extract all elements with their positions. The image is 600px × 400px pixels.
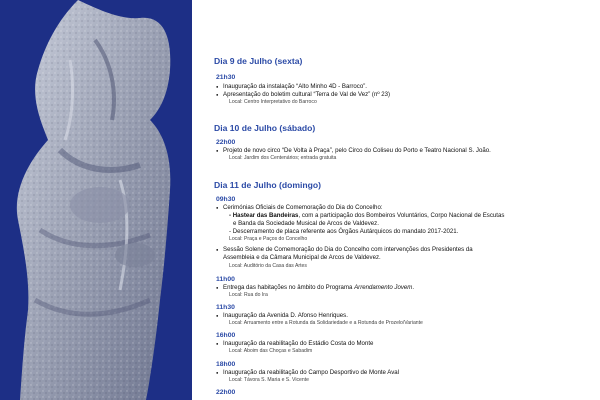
event-item: ● Sessão Solene de Comemoração do Dia do Concelho com intervenções dos Presidentes da [216,246,473,253]
event-subitem-cont: e Banda da Sociedade Musical de Arcos de Valdevez. [233,220,379,227]
event-location: Local: Aboim das Choças e Sabadim [229,348,313,354]
event-location: Local: Praça e Paços do Concelho [229,236,308,242]
event-item: ● Inauguração da instalação “Alto Minho 4D - Barroco”. [216,83,367,90]
event-time: 22h00 [216,139,236,146]
day-heading-10-julho: Dia 10 de Julho (sábado) [214,123,316,133]
event-item-cont: Assembleia e da Câmara Municipal de Arcos de Valdevez. [223,254,381,261]
event-time: 09h30 [216,196,236,203]
event-item: ● Inauguração da reabilitação do Campo Desportivo de Monte Aval [216,369,399,376]
program-schedule [200,0,600,400]
event-location: Local: Arruamento entre a Rotunda da Solidariedade e a Rotunda de Prozelo/Variante [229,320,423,326]
event-item: ● Inauguração da reabilitação do Estádio Costa do Monte [216,340,373,347]
event-location: Local: Távora S. Maria e S. Vicente [229,377,309,383]
event-subitem: - Hastear das Bandeiras, com a participação dos Bombeiros Voluntários, Corpo Nacional de Escutas [229,212,505,219]
event-item: ● Inauguração da Avenida D. Afonso Henriques. [216,312,348,319]
event-time: 18h00 [216,361,236,368]
panel-divider [192,0,200,400]
event-time: 11h00 [216,276,235,283]
event-time: 16h00 [216,332,236,339]
event-item: ● Projeto de novo circo “De Volta à Praça”, pelo Circo do Coliseu do Porto e Teatro Nacional S. João. [216,147,491,154]
event-subitem: - Descerramento de placa referente aos Órgãos Autárquicos do mandato 2017-2021. [229,228,459,235]
event-location: Local: Auditório da Casa das Artes [229,263,307,269]
event-time: 11h30 [216,304,235,311]
event-location: Local: Rua do Ira [229,292,268,298]
event-time: 22h00 [216,389,236,396]
day-heading-11-julho: Dia 11 de Julho (domingo) [214,180,321,190]
event-item: ● Entrega das habitações no âmbito do Programa Arrendamento Jovem. [216,284,414,291]
statue-photo-panel [0,0,192,400]
event-item: ● Cerimónias Oficiais de Comemoração do Dia do Concelho: [216,204,383,211]
event-location: Local: Centro Interpretativo do Barroco [229,99,317,105]
day-heading-9-julho: Dia 9 de Julho (sexta) [214,56,303,66]
event-location: Local: Jardim dos Centenários; entrada gratuita [229,155,337,161]
event-item: ● Apresentação do boletim cultural “Terra de Val de Vez” (nº 23) [216,91,390,98]
statue-illustration [0,0,192,400]
event-time: 21h30 [216,74,236,81]
